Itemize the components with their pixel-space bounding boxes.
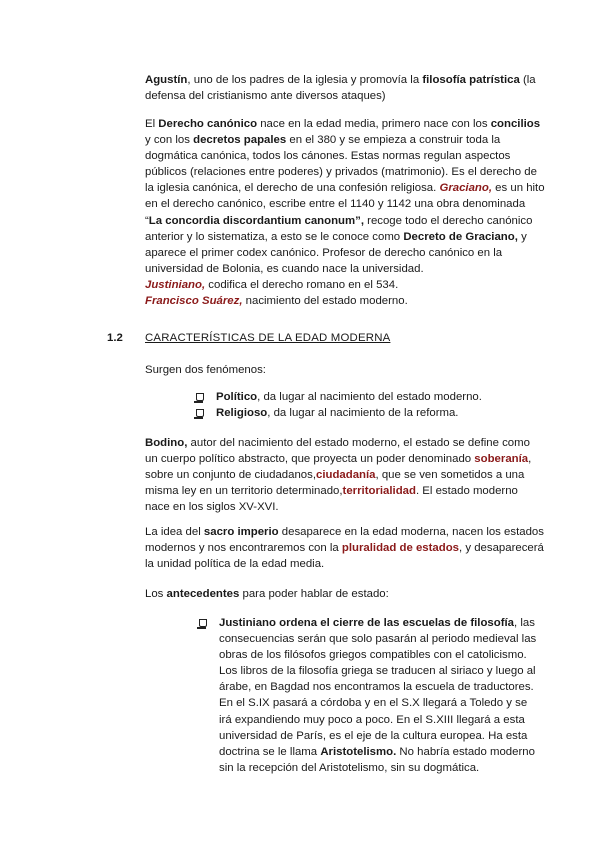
term-justiniano: Justiniano, bbox=[145, 278, 206, 291]
text: El bbox=[145, 118, 159, 130]
text: . El estado moderno nace en los siglos XV-XVI. bbox=[145, 485, 518, 514]
text: , y desaparecerá la unidad política de la edad media. bbox=[145, 542, 544, 571]
text: nace en la edad media, primero nace con los bbox=[257, 118, 491, 130]
list-item-text: , da lugar al nacimiento del estado moderno. bbox=[257, 391, 482, 403]
term-ciudadania: ciudadanía bbox=[316, 469, 376, 482]
term-soberania: soberanía bbox=[474, 453, 529, 466]
term-aristotelismo: Aristotelismo. bbox=[320, 745, 397, 758]
paragraph-derecho-canonico bbox=[145, 116, 545, 309]
text: (la defensa del cristianismo ante diversos ataques) bbox=[145, 74, 536, 103]
list-item bbox=[196, 389, 536, 405]
text: para poder hablar de estado: bbox=[239, 588, 389, 600]
text: nacimiento del estado moderno. bbox=[242, 295, 408, 308]
list-item-term: Político bbox=[216, 391, 258, 403]
text: y aparece el primer codex canónico. Profesor de derecho canónico en la universidad de Bolonia, es cuando nace la universidad. bbox=[145, 230, 527, 275]
intro-text: Surgen dos fenómenos: bbox=[145, 364, 266, 376]
section-number: 1.2 bbox=[107, 332, 123, 344]
list-item-text: No habría estado moderno sin la recepción del Aristotelismo, sin su dogmática. bbox=[219, 745, 535, 774]
text: es un hito en el derecho canónico, escribe entre el 1140 y 1142 una obra denominada “ bbox=[145, 182, 545, 227]
term-bodino: Bodino, bbox=[145, 437, 188, 449]
term-decreto-graciano: Decreto de Graciano, bbox=[403, 230, 518, 243]
list-item bbox=[199, 615, 539, 776]
text: autor del nacimiento del estado moderno, el estado se define como un cuerpo político abstracto, que proyecta un poder denominado bbox=[145, 437, 530, 466]
list-item-text: , da lugar al nacimiento de la reforma. bbox=[267, 407, 459, 420]
text: , que se ven sometidos a una misma ley en un territorio determinado, bbox=[145, 469, 525, 498]
list-item-term: Justiniano ordena el cierre de las escuelas de filosofía bbox=[219, 617, 515, 629]
section-title: CARACTERÍSTICAS DE LA EDAD MODERNA bbox=[145, 332, 391, 344]
checkbox-bullet-icon bbox=[199, 619, 207, 627]
term-francisco-suarez: Francisco Suárez, bbox=[145, 295, 243, 308]
term-decretos-papales: decretos papales bbox=[193, 134, 287, 147]
text: La idea del bbox=[145, 526, 204, 538]
term-filosofia-patristica: filosofía patrística bbox=[422, 74, 520, 86]
term-graciano: Graciano, bbox=[439, 182, 492, 195]
list-item bbox=[196, 405, 536, 421]
term-agustin: Agustín bbox=[145, 74, 188, 86]
term-pluralidad: pluralidad de estados bbox=[341, 542, 460, 555]
list-item-text: , las consecuencias serán que solo pasarán al periodo medieval las obras de los filósofos griegos compatibles con el catolicismo. Los libros de la filosofía griega se traducen al siriaco y luego al árabe, en Bagdad nos encontramos la escuela de traductores. En el S.IX pasará a córdoba y en el S.X llegará a Toledo y se irá expandiendo muy poco a poco. En el S.XIII llegará a esta universidad de París, es el eje de la cultura europea. Ha esta doctrina se le llama bbox=[219, 617, 537, 758]
text: , sobre un conjunto de ciudadanos, bbox=[145, 453, 532, 482]
fenomenos-list bbox=[196, 389, 536, 421]
antecedentes-list bbox=[199, 615, 539, 776]
checkbox-bullet-icon bbox=[196, 393, 204, 401]
term-sacro-imperio: sacro imperio bbox=[203, 526, 279, 538]
text: desaparece en la edad moderna, nacen los estados modernos y nos encontraremos con la bbox=[145, 526, 544, 555]
text: codifica el derecho romano en el 534. bbox=[205, 278, 399, 291]
paragraph-sacro-imperio bbox=[145, 524, 545, 572]
list-item-term: Religioso bbox=[216, 407, 268, 420]
paragraph-bodino bbox=[145, 435, 545, 515]
text: Los bbox=[145, 588, 167, 600]
text: en el 380 y se empieza a construir toda la dogmática canónica, todos los cánones. Estas normas regulan aspectos públicos (relaciones entre poderes) y privados (matrimonio). Es el derecho de la iglesia canónica, el derecho de una confesión religiosa. bbox=[145, 134, 537, 195]
term-concordia: La concordia discordantium canonum”, bbox=[148, 214, 364, 227]
antecedentes-intro bbox=[145, 586, 389, 602]
term-territorialidad: territorialidad bbox=[342, 485, 416, 498]
term-concilios: concilios bbox=[490, 118, 541, 130]
text: recoge todo el derecho canónico anterior y lo sistematiza, a esto se le conoce como bbox=[145, 214, 533, 243]
paragraph-agustin bbox=[145, 72, 545, 104]
term-derecho-canonico: Derecho canónico bbox=[158, 118, 258, 130]
term-antecedentes: antecedentes bbox=[166, 588, 240, 600]
checkbox-bullet-icon bbox=[196, 409, 204, 417]
section-heading bbox=[0, 332, 600, 348]
text: y con los bbox=[145, 134, 194, 147]
text: , uno de los padres de la iglesia y promovía la bbox=[187, 74, 423, 86]
